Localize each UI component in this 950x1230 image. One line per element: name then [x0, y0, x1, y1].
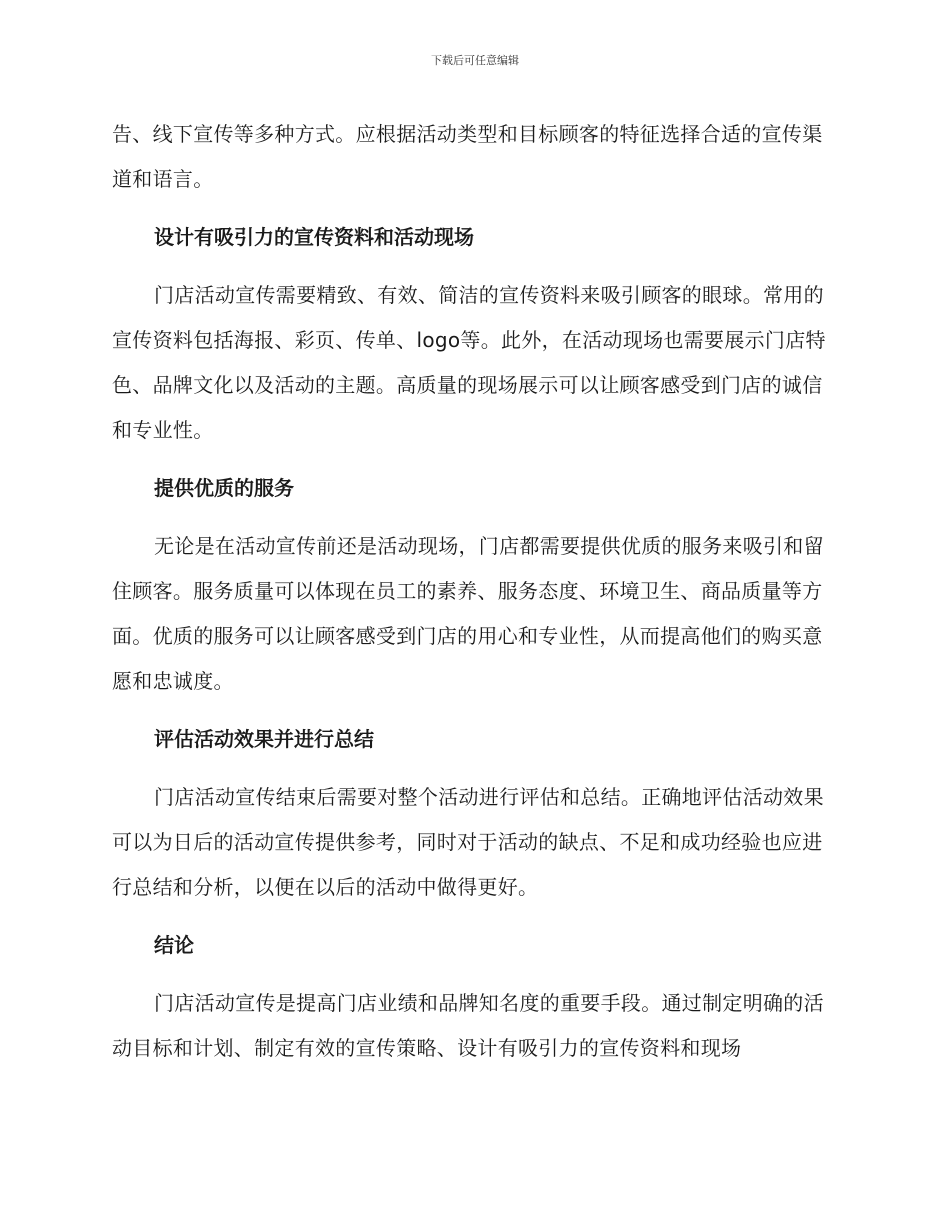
- section-heading-service: 提供优质的服务: [154, 476, 294, 500]
- paragraph-design: 门店活动宣传需要精致、有效、简洁的宣传资料来吸引顾客的眼球。常用的宣传资料包括海报、彩页、传单、logo等。此外，在活动现场也需要展示门店特色、品牌文化以及活动的主题。高质量的现场展示可以让顾客感受到门店的诚信和专业性。: [112, 283, 826, 442]
- paragraph-continued: 告、线下宣传等多种方式。应根据活动类型和目标顾客的特征选择合适的宣传渠道和语言。: [112, 122, 823, 191]
- section-heading-design: 设计有吸引力的宣传资料和活动现场: [154, 225, 474, 249]
- document-body: [112, 112, 842, 1071]
- paragraph-evaluate: 门店活动宣传结束后需要对整个活动进行评估和总结。正确地评估活动效果可以为日后的活动宣传提供参考，同时对于活动的缺点、不足和成功经验也应进行总结和分析，以便在以后的活动中做得更好。: [112, 785, 824, 899]
- page-header: 下载后可任意编辑: [431, 54, 519, 67]
- section-heading-conclusion: 结论: [154, 933, 194, 957]
- paragraph-conclusion: 门店活动宣传是提高门店业绩和品牌知名度的重要手段。通过制定明确的活动目标和计划、制定有效的宣传策略、设计有吸引力的宣传资料和现场: [112, 991, 824, 1060]
- section-heading-evaluate: 评估活动效果并进行总结: [154, 727, 374, 751]
- paragraph-service: 无论是在活动宣传前还是活动现场，门店都需要提供优质的服务来吸引和留住顾客。服务质量可以体现在员工的素养、服务态度、环境卫生、商品质量等方面。优质的服务可以让顾客感受到门店的用心和专业性，从而提高他们的购买意愿和忠诚度。: [112, 534, 824, 693]
